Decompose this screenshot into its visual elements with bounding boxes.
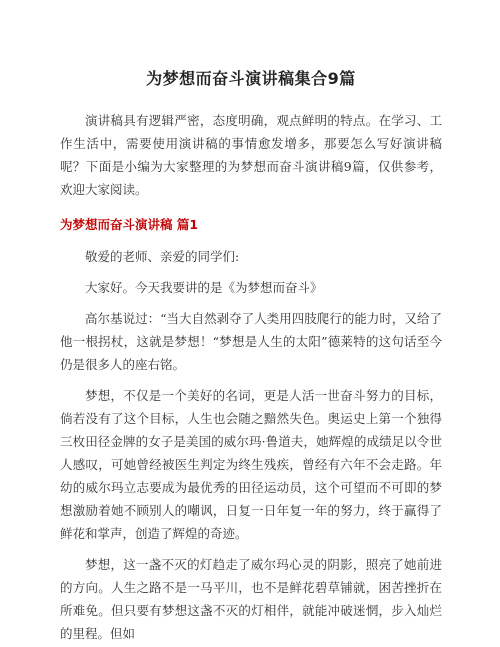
- paragraph-opening: 大家好。今天我要讲的是《为梦想而奋斗》: [85, 280, 323, 295]
- section-heading: 为梦想而奋斗演讲稿 篇1: [60, 217, 199, 232]
- intro-paragraph: 演讲稿具有逻辑严密，态度明确，观点鲜明的特点。在学习、工作生活中，需要使用演讲稿的事情愈发增多，那要怎么写好演讲稿呢？下面是小编为大家整理的为梦想而奋斗演讲稿9篇，仅供参考，欢迎大家阅读。: [60, 113, 442, 197]
- paragraph-quote: 高尔基说过：“当大自然剥夺了人类用四肢爬行的能力时，又给了他一根拐杖，这就是梦想！“梦想是人生的太阳”德莱特的这句话至今仍是很多人的座右铭。: [60, 311, 442, 372]
- paragraph-dream-lamp: 梦想，这一盏不灭的灯趋走了威尔玛心灵的阴影，照亮了她前进的方向。人生之路不是一马平川，也不是鲜花碧草铺就，困苦挫折在所难免。但只要有梦想这盏不灭的灯相伴，就能冲破迷惘，步入灿烂的里程。但如: [60, 557, 442, 641]
- paragraph-greeting: 敬爱的老师、亲爱的同学们:: [85, 249, 240, 264]
- paragraph-dream-story: 梦想，不仅是一个美好的名词，更是人活一世奋斗努力的目标，倘若没有了这个目标，人生也会随之黯然失色。奥运史上第一个独得三枚田径金牌的女子是美国的威尔玛·鲁道夫，她辉煌的成绩足以令世人感叹，可她曾经被医生判定为终生残疾，曾经有六年不会走路。年幼的威尔玛立志要成为最优秀的田径运动员，这个可望而不可即的梦想激励着她不顾别人的嘲讽，日复一日年复一年的努力，终于赢得了鲜花和掌声，创造了辉煌的奇迹。: [60, 388, 442, 541]
- document-title: 为梦想而奋斗演讲稿集合9篇: [146, 69, 356, 88]
